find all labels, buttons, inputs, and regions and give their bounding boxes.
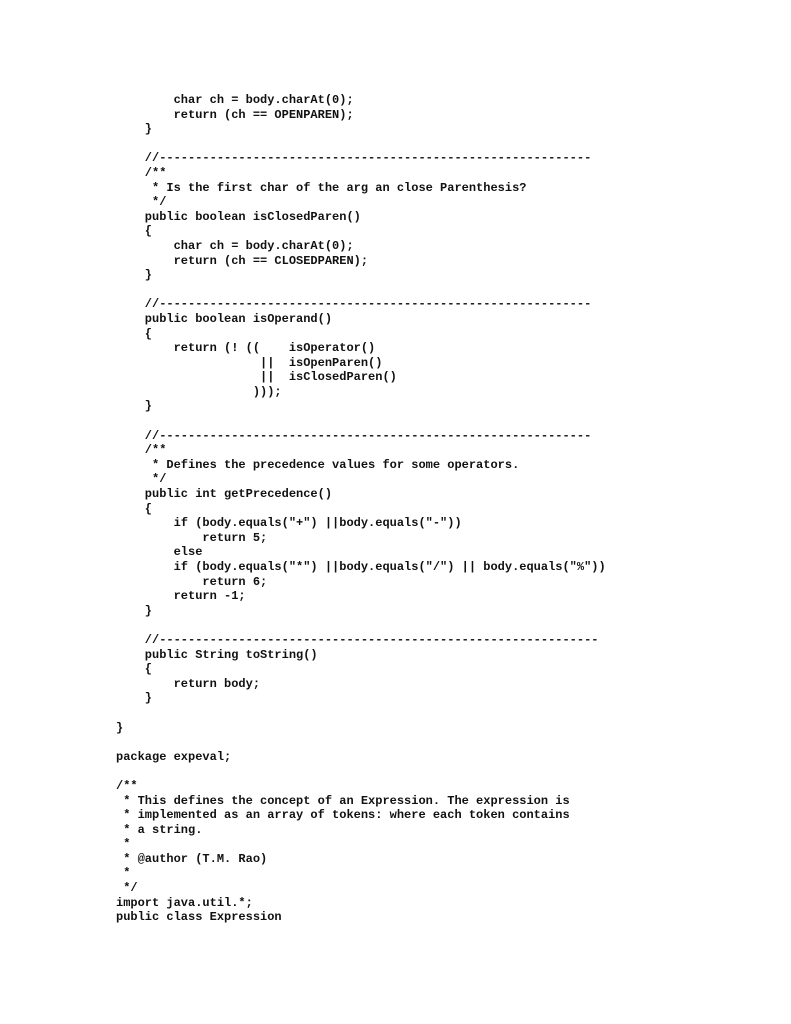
code-line: */ bbox=[116, 881, 138, 896]
code-line: //------------------------------------------------------------ bbox=[116, 428, 592, 443]
code-line: } bbox=[116, 603, 153, 618]
code-line: || isClosedParen() bbox=[116, 370, 397, 385]
code-line: { bbox=[116, 326, 153, 341]
code-line: */ bbox=[116, 195, 167, 210]
code-line: || isOpenParen() bbox=[116, 355, 383, 370]
code-line: public String toString() bbox=[116, 647, 318, 662]
code-line: */ bbox=[116, 472, 167, 487]
code-line bbox=[116, 706, 606, 721]
code-line: public boolean isClosedParen() bbox=[116, 209, 361, 224]
code-line: public boolean isOperand() bbox=[116, 311, 333, 326]
code-line: } bbox=[116, 720, 124, 735]
code-line: //------------------------------------------------------------ bbox=[116, 297, 592, 312]
code-line: { bbox=[116, 224, 153, 239]
code-line: if (body.equals("+") ||body.equals("-")) bbox=[116, 516, 462, 531]
code-line: } bbox=[116, 691, 153, 706]
code-line: //------------------------------------------------------------ bbox=[116, 151, 592, 166]
code-line bbox=[116, 764, 606, 779]
code-line: * Defines the precedence values for some operators. bbox=[116, 457, 520, 472]
code-line: ))); bbox=[116, 384, 282, 399]
code-line: /** bbox=[116, 165, 167, 180]
code-line: else bbox=[116, 545, 203, 560]
code-line: return (ch == CLOSEDPAREN); bbox=[116, 253, 369, 268]
code-line: * This defines the concept of an Expression. The expression is bbox=[116, 793, 570, 808]
code-line: public class Expression bbox=[116, 910, 282, 925]
code-line bbox=[116, 137, 606, 152]
code-line: { bbox=[116, 501, 153, 516]
code-line: * bbox=[116, 837, 131, 852]
code-line: char ch = body.charAt(0); bbox=[116, 93, 354, 107]
code-listing bbox=[116, 93, 606, 925]
code-line: * implemented as an array of tokens: where each token contains bbox=[116, 808, 570, 823]
code-line: import java.util.*; bbox=[116, 895, 253, 910]
code-line: * @author (T.M. Rao) bbox=[116, 851, 268, 866]
code-line: return body; bbox=[116, 676, 261, 691]
code-line: * a string. bbox=[116, 822, 203, 837]
code-line: * Is the first char of the arg an close Parenthesis? bbox=[116, 180, 527, 195]
code-line: } bbox=[116, 399, 153, 414]
code-line: package expeval; bbox=[116, 749, 232, 764]
code-line: //------------------------------------------------------------- bbox=[116, 632, 599, 647]
code-line: /** bbox=[116, 443, 167, 458]
code-line: if (body.equals("*") ||body.equals("/") || body.equals("%")) bbox=[116, 560, 606, 574]
code-line: { bbox=[116, 662, 153, 677]
code-line: } bbox=[116, 268, 153, 283]
code-line: } bbox=[116, 122, 153, 137]
code-line: return -1; bbox=[116, 589, 246, 604]
code-line: char ch = body.charAt(0); bbox=[116, 238, 354, 253]
code-line bbox=[116, 735, 606, 750]
code-line bbox=[116, 414, 606, 429]
code-line bbox=[116, 283, 606, 298]
code-line: return (! (( isOperator() bbox=[116, 341, 376, 356]
code-line: return 6; bbox=[116, 574, 268, 589]
code-line: * bbox=[116, 866, 131, 881]
code-line: public int getPrecedence() bbox=[116, 487, 333, 502]
code-line: return 5; bbox=[116, 530, 268, 545]
code-line: /** bbox=[116, 778, 138, 793]
code-line: return (ch == OPENPAREN); bbox=[116, 107, 354, 122]
code-line bbox=[116, 618, 606, 633]
